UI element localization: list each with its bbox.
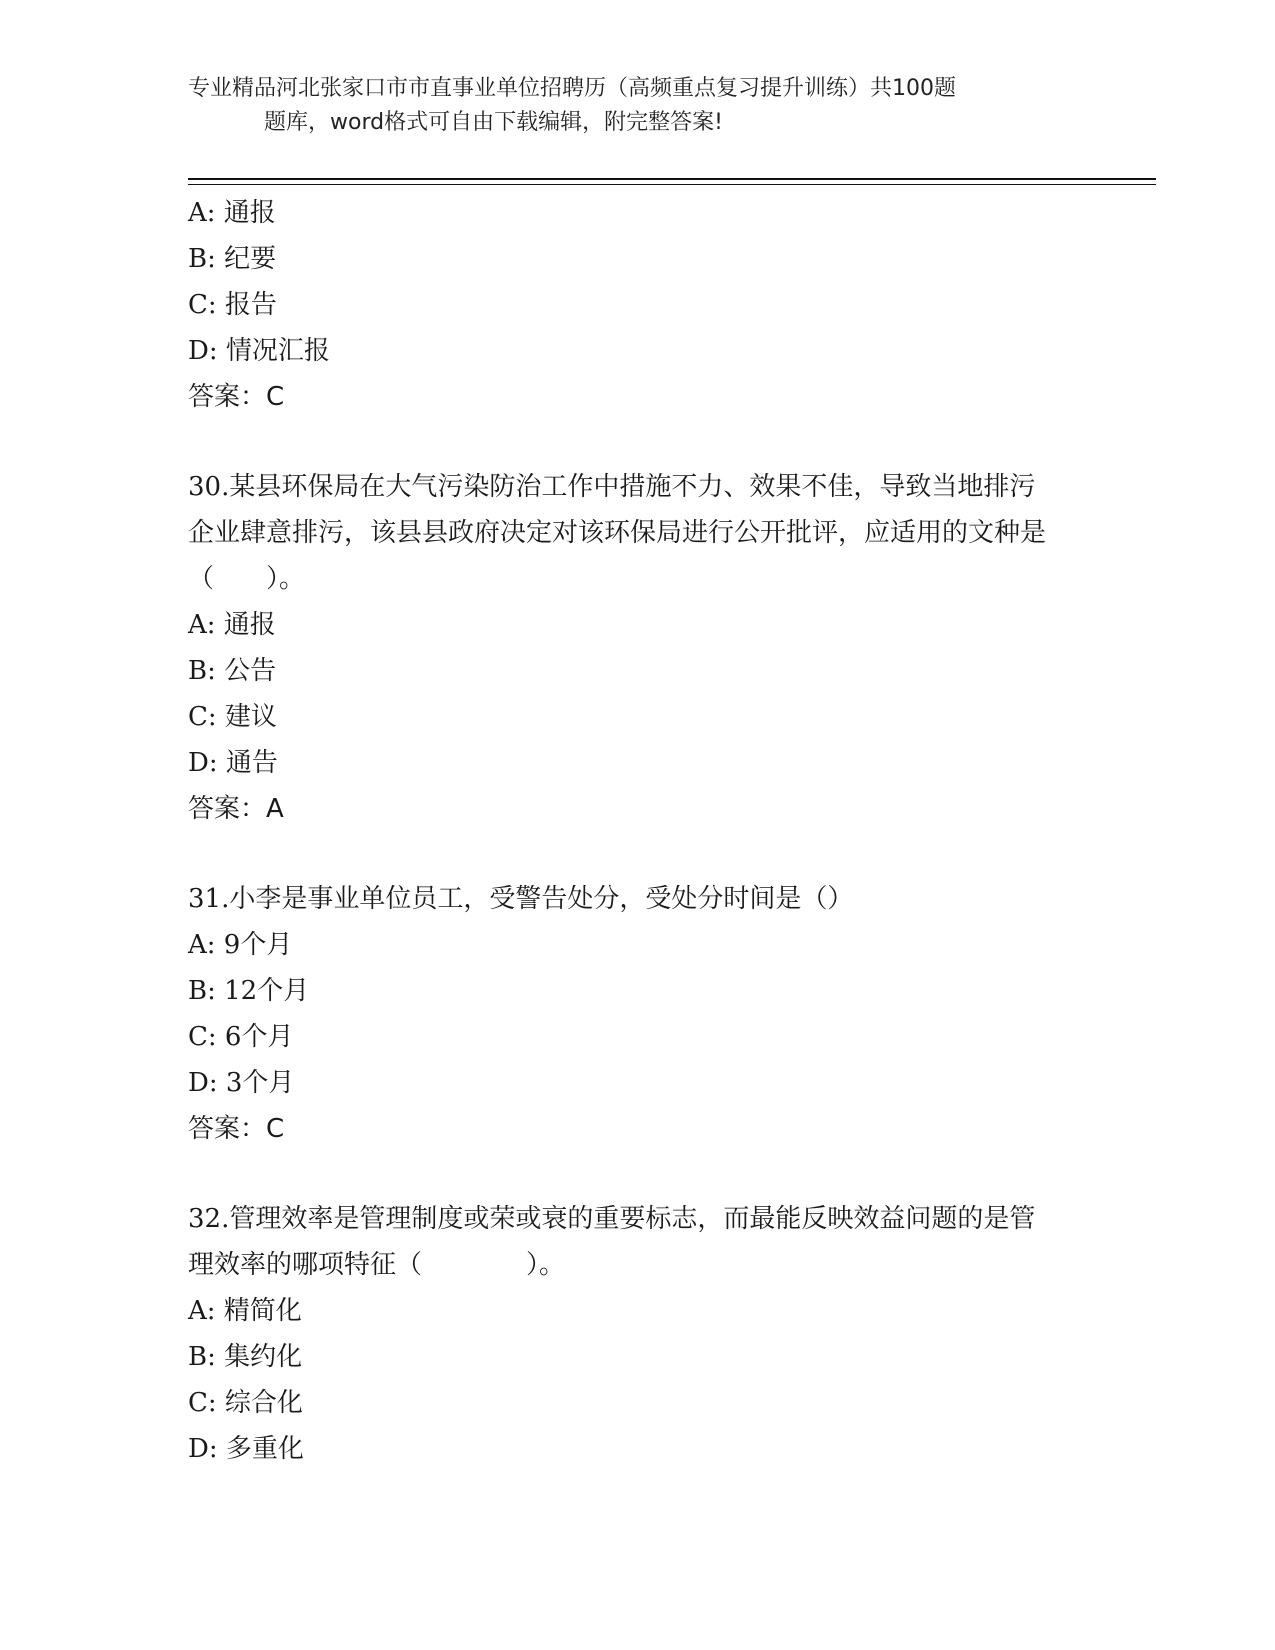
document-header (188, 72, 1068, 140)
option-d: D: 多重化 (188, 1434, 304, 1464)
option-c: C: 6个月 (188, 1022, 294, 1052)
header-title-line2: 题库，word格式可自由下载编辑，附完整答案! (264, 110, 723, 135)
header-title-line1: 专业精品河北张家口市市直事业单位招聘历（高频重点复习提升训练）共100题 (188, 76, 956, 101)
option-b: B: 公告 (188, 656, 277, 686)
option-a: A: 通报 (188, 610, 276, 640)
answer-text: 答案：A (188, 794, 284, 824)
question-30-block (188, 464, 1088, 832)
option-b: B: 集约化 (188, 1342, 303, 1372)
question-29-block (188, 190, 1088, 420)
question-text: 32.管理效率是管理制度或荣或衰的重要标志，而最能反映效益问题的是管理效率的哪项特征（ ）。 (188, 1204, 1036, 1280)
option-d: D: 情况汇报 (188, 336, 330, 366)
question-text: 31.小李是事业单位员工，受警告处分，受处分时间是（） (188, 884, 854, 914)
header-rule-thin (188, 184, 1156, 185)
option-a: A: 通报 (188, 198, 276, 228)
question-list (188, 190, 1088, 1472)
question-31-block (188, 876, 1088, 1152)
header-rule-thick (188, 178, 1156, 180)
option-b: B: 12个月 (188, 976, 310, 1006)
answer-text: 答案：C (188, 1114, 285, 1144)
option-c: C: 报告 (188, 290, 277, 320)
question-32-block (188, 1196, 1088, 1472)
option-a: A: 精简化 (188, 1296, 302, 1326)
option-d: D: 通告 (188, 748, 278, 778)
option-d: D: 3个月 (188, 1068, 295, 1098)
option-a: A: 9个月 (188, 930, 293, 960)
option-c: C: 建议 (188, 702, 277, 732)
answer-text: 答案：C (188, 382, 285, 412)
option-c: C: 综合化 (188, 1388, 303, 1418)
question-text: 30.某县环保局在大气污染防治工作中措施不力、效果不佳，导致当地排污企业肆意排污，该县县政府决定对该环保局进行公开批评，应适用的文种是（ ）。 (188, 472, 1047, 594)
option-b: B: 纪要 (188, 244, 277, 274)
